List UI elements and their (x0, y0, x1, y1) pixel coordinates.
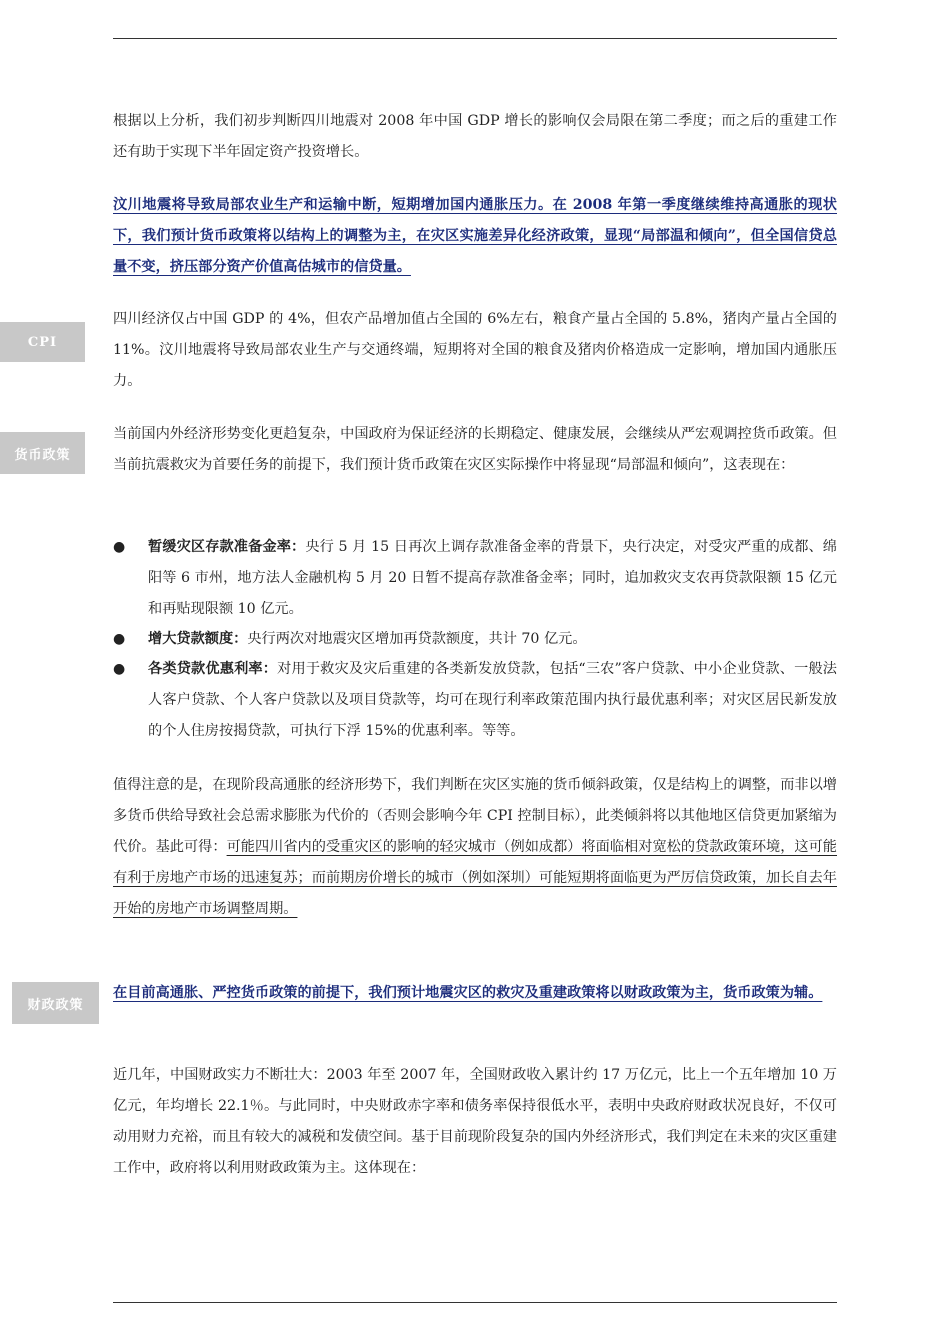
bullet-icon: ● (113, 661, 126, 677)
paragraph-sichuan-economy: 四川经济仅占中国 GDP 的 4%，但农产品增加值占全国的 6%左右，粮食产量占全国的 5.8%，猪肉产量占全国的 11%。汶川地震将导致局部农业生产与交通终端，短期将对全国的粮食及猪肉价格造成一定影响，增加国内通胀压力。 (113, 311, 837, 389)
side-tag-cpi (0, 322, 85, 362)
paragraph-monetary-policy: 当前国内外经济形势变化更趋复杂，中国政府为保证经济的长期稳定、健康发展，会继续从严宏观调控货币政策。但当前抗震救灾为首要任务的前提下，我们预计货币政策在灾区实际操作中将显现“局部温和倾向”，这表现在： (113, 426, 837, 473)
side-tag-cpi-label: CPI (27, 334, 58, 350)
bullet-title: 增大贷款额度： (148, 631, 248, 647)
paragraph-fiscal-strength: 近几年，中国财政实力不断壮大：2003 年至 2007 年，全国财政收入累计约 17 万亿元，比上一个五年增加 10 万亿元，年均增长 22.1％。与此同时，中央财政赤字率和债务率保持很低水平，表明中央政府财政状况良好，不仅可动用财力充裕，而且有较大的减税和发债空间。基于目前现阶段复杂的国内外经济形式，我们判定在未来的灾区重建工作中，政府将以利用财政政策为主。这体现在： (113, 1067, 837, 1176)
side-tag-monetary (0, 432, 85, 474)
paragraph-gdp-impact: 根据以上分析，我们初步判断四川地震对 2008 年中国 GDP 增长的影响仅会局限在第二季度；而之后的重建工作还有助于实现下半年固定资产投资增长。 (113, 113, 837, 160)
bullet-body: 对用于救灾及灾后重建的各类新发放贷款，包括“三农”客户贷款、中小企业贷款、一般法人客户贷款、个人客户贷款以及项目贷款等，均可在现行利率政策范围内执行最优惠利率；对灾区居民新发放的个人住房按揭贷款，可执行下浮 15%的优惠利率。等等。 (148, 661, 837, 739)
highlight-inflation-text: 汶川地震将导致局部农业生产和运输中断，短期增加国内通胀压力。在 2008 年第一季度继续维持高通胀的现状下，我们预计货币政策将以结构上的调整为主，在灾区实施差异化经济政策，显现“局部温和倾向”，但全国信贷总量不变，挤压部分资产价值高估城市的信贷量。 (113, 197, 837, 275)
bullet-item-reserve-ratio (113, 532, 837, 625)
bullet-item-loan-quota (113, 624, 837, 655)
highlight-fiscal-text: 在目前高通胀、严控货币政策的前提下，我们预计地震灾区的救灾及重建政策将以财政政策为主，货币政策为辅。 (113, 985, 823, 1001)
highlight-inflation-summary (113, 190, 837, 283)
header-rule (113, 38, 837, 39)
bullet-title: 暂缓灾区存款准备金率： (148, 539, 306, 555)
side-tag-monetary-label: 货币政策 (14, 447, 71, 463)
footer-rule (113, 1302, 837, 1303)
bullet-icon: ● (113, 631, 126, 647)
side-tag-fiscal-label: 财政政策 (27, 997, 84, 1013)
side-tag-fiscal (12, 982, 99, 1024)
bullet-icon: ● (113, 539, 126, 555)
paragraph-noteworthy-underlined: 可能四川省内的受重灾区的影响的轻灾城市（例如成都）将面临相对宽松的贷款政策环境，这可能有利于房地产市场的迅速复苏；而前期房价增长的城市（例如深圳）可能短期将面临更为严厉信贷政策，加长自去年开始的房地产市场调整周期。 (113, 839, 837, 917)
bullet-item-preferential-rate (113, 654, 837, 747)
bullet-body: 央行两次对地震灾区增加再贷款额度，共计 70 亿元。 (247, 631, 587, 647)
highlight-fiscal-summary (113, 978, 837, 1009)
paragraph-noteworthy-plain: 值得注意的是，在现阶段高通胀的经济形势下，我们判断在灾区实施的货币倾斜政策，仅是结构上的调整，而非以增多货币供给导致社会总需求膨胀为代价的（否则会影响今年 CPI 控制目标），此类倾斜将以其他地区信贷更加紧缩为代价。基此可得： (113, 777, 837, 855)
bullet-title: 各类贷款优惠利率： (148, 661, 278, 677)
paragraph-noteworthy (113, 770, 837, 925)
bullet-body: 央行 5 月 15 日再次上调存款准备金率的背景下，央行决定，对受灾严重的成都、绵阳等 6 市州，地方法人金融机构 5 月 20 日暂不提高存款准备金率；同时，追加救灾支农再贷款限额 15 亿元和再贴现限额 10 亿元。 (148, 539, 837, 617)
